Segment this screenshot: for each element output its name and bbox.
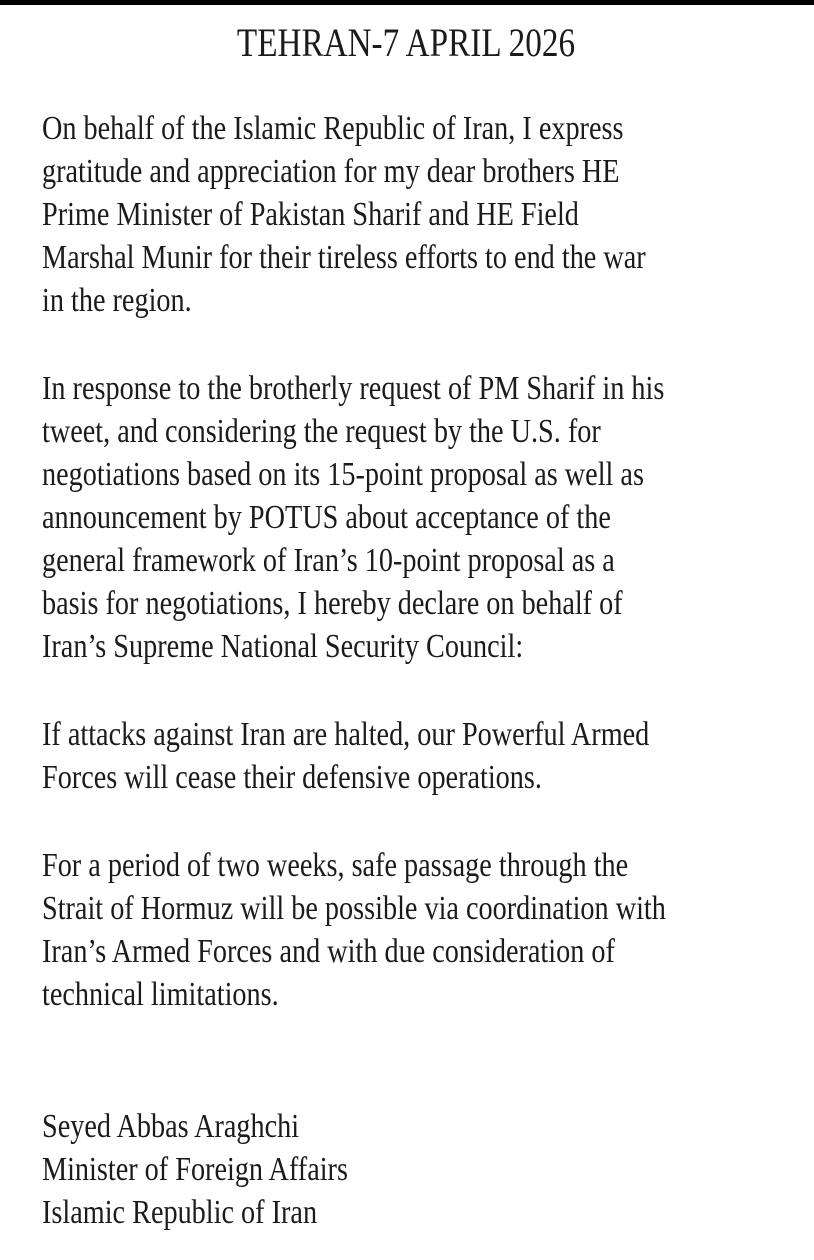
text-line: Strait of Hormuz will be possible via coordination with [42, 890, 666, 927]
text-line: negotiations based on its 15-point proposal as well as [42, 456, 644, 493]
paragraph [42, 367, 770, 668]
paragraph [42, 844, 770, 1016]
text-line: If attacks against Iran are halted, our Powerful Armed [42, 716, 650, 753]
text-line: general framework of Iran’s 10-point proposal as a [42, 542, 615, 579]
text-line: gratitude and appreciation for my dear brothers HE [42, 153, 620, 190]
text-line: technical limitations. [42, 976, 279, 1013]
text-line: Forces will cease their defensive operations. [42, 759, 542, 796]
document-body [42, 107, 770, 1061]
text-line: Iran’s Armed Forces and with due consideration of [42, 933, 615, 970]
text-line: In response to the brotherly request of PM Sharif in his [42, 370, 665, 407]
text-line: Prime Minister of Pakistan Sharif and HE Field [42, 196, 579, 233]
statement-document [0, 5, 814, 1234]
paragraph [42, 107, 770, 322]
paragraph [42, 713, 770, 799]
text-line: Marshal Munir for their tireless efforts to end the war [42, 239, 646, 276]
text-line: For a period of two weeks, safe passage through the [42, 847, 629, 884]
text-line: Iran’s Supreme National Security Council: [42, 628, 524, 665]
signature-block [42, 1105, 770, 1234]
signature-line: Minister of Foreign Affairs [42, 1151, 348, 1188]
text-line: On behalf of the Islamic Republic of Iran, I express [42, 110, 624, 147]
signature-line: Islamic Republic of Iran [42, 1194, 318, 1231]
signature-line: Seyed Abbas Araghchi [42, 1108, 300, 1145]
text-line: tweet, and considering the request by the U.S. for [42, 413, 601, 450]
text-line: announcement by POTUS about acceptance of the [42, 499, 611, 536]
text-line: in the region. [42, 282, 192, 319]
document-title: TEHRAN-7 APRIL 2026 [236, 20, 576, 65]
text-line: basis for negotiations, I hereby declare on behalf of [42, 585, 623, 622]
